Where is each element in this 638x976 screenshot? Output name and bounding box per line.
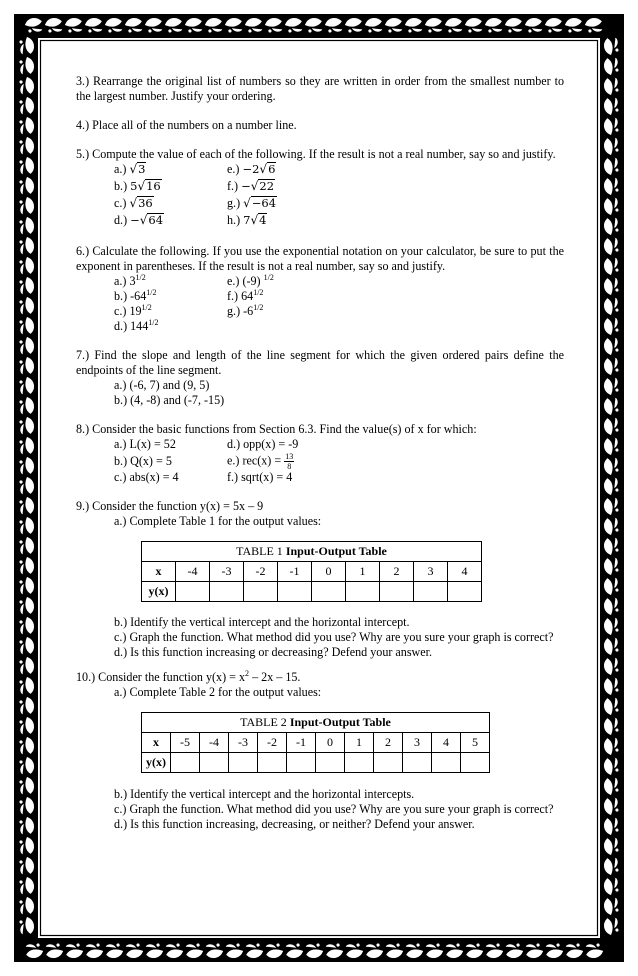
fraction: $\frac{13}{8}$	[285, 451, 294, 471]
table-1-y-header: y(x)	[142, 582, 176, 602]
question-9-part-a: a.) Complete Table 1 for the output values:	[114, 514, 322, 528]
question-9-part-d: d.) Is this function increasing or decreasing? Defend your answer.	[114, 645, 433, 659]
table-y-cell[interactable]	[258, 753, 287, 773]
question-7-part-a: a.) (-6, 7) and (9, 5)	[114, 378, 210, 392]
table-y-cell[interactable]	[278, 582, 312, 602]
table-y-cell[interactable]	[210, 582, 244, 602]
question-10-text: 10.) Consider the function $y(x) = x^2 - 2x - 15$.	[76, 669, 301, 684]
radical: √16	[137, 179, 161, 193]
question-9-part-c: c.) Graph the function. What method did you use? Why are you sure your graph is correct?	[114, 630, 554, 644]
table-y-cell[interactable]	[461, 753, 490, 773]
question-5-item: g.) √−64	[227, 196, 277, 210]
table-x-cell: 3	[403, 733, 432, 753]
table-x-cell: 1	[346, 562, 380, 582]
question-10	[76, 670, 564, 832]
question-5-item: b.) 5√16	[114, 179, 161, 193]
question-9-text: 9.) Consider the function y(x) = 5x – 9	[76, 499, 264, 513]
question-6-row	[114, 304, 564, 319]
table-x-cell: 0	[312, 562, 346, 582]
question-5-item: d.) −√64	[114, 213, 164, 227]
question-6-row	[114, 319, 564, 334]
table-y-cell[interactable]	[229, 753, 258, 773]
table-y-cell[interactable]	[374, 753, 403, 773]
table-x-cell: -2	[258, 733, 287, 753]
question-8-text: 8.) Consider the basic functions from Section 6.3. Find the value(s) of x for which:	[76, 422, 477, 436]
table-y-cell[interactable]	[312, 582, 346, 602]
table-x-cell: -1	[278, 562, 312, 582]
radical: √6	[259, 162, 276, 176]
question-6-row	[114, 289, 564, 304]
question-4	[76, 118, 564, 133]
question-3-text: 3.) Rearrange the original list of numbers so they are written in order from the smallest number to the largest number. Justify your ordering.	[76, 74, 564, 103]
question-6-row	[114, 274, 564, 289]
question-5	[76, 147, 564, 230]
question-3	[76, 74, 564, 104]
question-5-text: 5.) Compute the value of each of the following. If the result is not a real number, say so and justify.	[76, 147, 556, 161]
question-7-text: 7.) Find the slope and length of the line segment for which the given ordered pairs define the endpoints of the line segment.	[76, 348, 564, 377]
table-x-cell: 4	[448, 562, 482, 582]
question-8-part-e: e.) rec(x) = $\frac{13}{8}$	[227, 451, 294, 471]
table-y-cell[interactable]	[432, 753, 461, 773]
table-y-cell[interactable]	[176, 582, 210, 602]
radical: √3	[129, 162, 146, 176]
table-x-cell: 5	[461, 733, 490, 753]
question-6-item: d.) $144^{1/2}$	[114, 318, 159, 333]
question-8-part-c: c.) abs(x) = 4	[114, 470, 179, 484]
question-4-text: 4.) Place all of the numbers on a number line.	[76, 118, 297, 132]
question-6-text: 6.) Calculate the following. If you use the exponential notation on your calculator, be sure to put the exponent in parentheses. If the result is not a real number, say so and justify.	[76, 244, 564, 273]
question-5-row	[114, 162, 564, 179]
table-x-cell: 0	[316, 733, 345, 753]
worksheet-content	[76, 74, 564, 846]
radical: √22	[250, 179, 275, 193]
question-6-items	[76, 274, 564, 334]
table-x-cell: -4	[176, 562, 210, 582]
radical: √64	[139, 213, 164, 227]
question-6	[76, 244, 564, 334]
table-y-cell[interactable]	[380, 582, 414, 602]
table-x-cell: 1	[345, 733, 374, 753]
table-x-cell: -3	[210, 562, 244, 582]
question-6-item: b.) $-64^{1/2}$	[114, 288, 157, 303]
table-y-cell[interactable]	[171, 753, 200, 773]
question-7	[76, 348, 564, 408]
table-y-cell[interactable]	[287, 753, 316, 773]
table-y-cell[interactable]	[448, 582, 482, 602]
question-8-part-d: d.) opp(x) = -9	[227, 437, 299, 451]
question-8-part-b: b.) Q(x) = 5	[114, 453, 172, 468]
table-1	[141, 541, 482, 602]
question-5-item: c.) √36	[114, 196, 153, 210]
radical: √4	[250, 213, 267, 227]
question-10-part-b: b.) Identify the vertical intercept and the horizontal intercepts.	[114, 787, 415, 801]
table-y-cell[interactable]	[403, 753, 432, 773]
table-1-x-header: x	[142, 562, 176, 582]
question-6-item: f.) $64^{1/2}$	[227, 288, 264, 303]
question-9-part-b: b.) Identify the vertical intercept and the horizontal intercept.	[114, 615, 410, 629]
question-6-item: e.) (-9) $^{1/2}$	[227, 273, 274, 288]
table-x-cell: 2	[380, 562, 414, 582]
question-8	[76, 422, 564, 485]
question-9	[76, 499, 564, 660]
question-5-item: h.) 7√4	[227, 213, 267, 227]
question-5-items	[76, 162, 564, 230]
table-2-x-header: x	[142, 733, 171, 753]
table-y-cell[interactable]	[200, 753, 229, 773]
table-2-caption: TABLE 2 Input-Output Table	[142, 713, 490, 733]
question-5-row	[114, 196, 564, 213]
table-x-cell: -5	[171, 733, 200, 753]
table-y-cell[interactable]	[414, 582, 448, 602]
radical: √−64	[243, 196, 277, 210]
question-7-part-b: b.) (4, -8) and (-7, -15)	[114, 393, 225, 407]
question-5-row	[114, 179, 564, 196]
radical: √36	[129, 196, 153, 210]
table-y-cell[interactable]	[345, 753, 374, 773]
question-8-part-f: f.) sqrt(x) = 4	[227, 470, 293, 484]
table-y-cell[interactable]	[244, 582, 278, 602]
question-10-part-a: a.) Complete Table 2 for the output values:	[114, 685, 322, 699]
question-8-part-a: a.) L(x) = 52	[114, 437, 176, 451]
question-5-item: e.) −2√6	[227, 162, 276, 176]
table-x-cell: -1	[287, 733, 316, 753]
table-x-cell: -3	[229, 733, 258, 753]
table-x-cell: -4	[200, 733, 229, 753]
table-1-caption: TABLE 1 Input-Output Table	[142, 542, 482, 562]
question-6-item: g.) $-6^{1/2}$	[227, 303, 264, 318]
table-x-cell: 4	[432, 733, 461, 753]
question-5-row	[114, 213, 564, 230]
question-10-part-c: c.) Graph the function. What method did you use? Why are you sure your graph is correct?	[114, 802, 554, 816]
question-5-item: f.) −√22	[227, 179, 275, 193]
table-y-cell[interactable]	[316, 753, 345, 773]
table-x-cell: 3	[414, 562, 448, 582]
question-6-item: c.) $19^{1/2}$	[114, 303, 152, 318]
table-x-cell: 2	[374, 733, 403, 753]
table-y-cell[interactable]	[346, 582, 380, 602]
table-x-cell: -2	[244, 562, 278, 582]
question-6-item: a.) $3^{1/2}$	[114, 273, 146, 288]
table-2	[141, 712, 490, 773]
question-5-item: a.) √3	[114, 162, 146, 176]
question-10-part-d: d.) Is this function increasing, decreasing, or neither? Defend your answer.	[114, 817, 475, 831]
table-2-y-header: y(x)	[142, 753, 171, 773]
